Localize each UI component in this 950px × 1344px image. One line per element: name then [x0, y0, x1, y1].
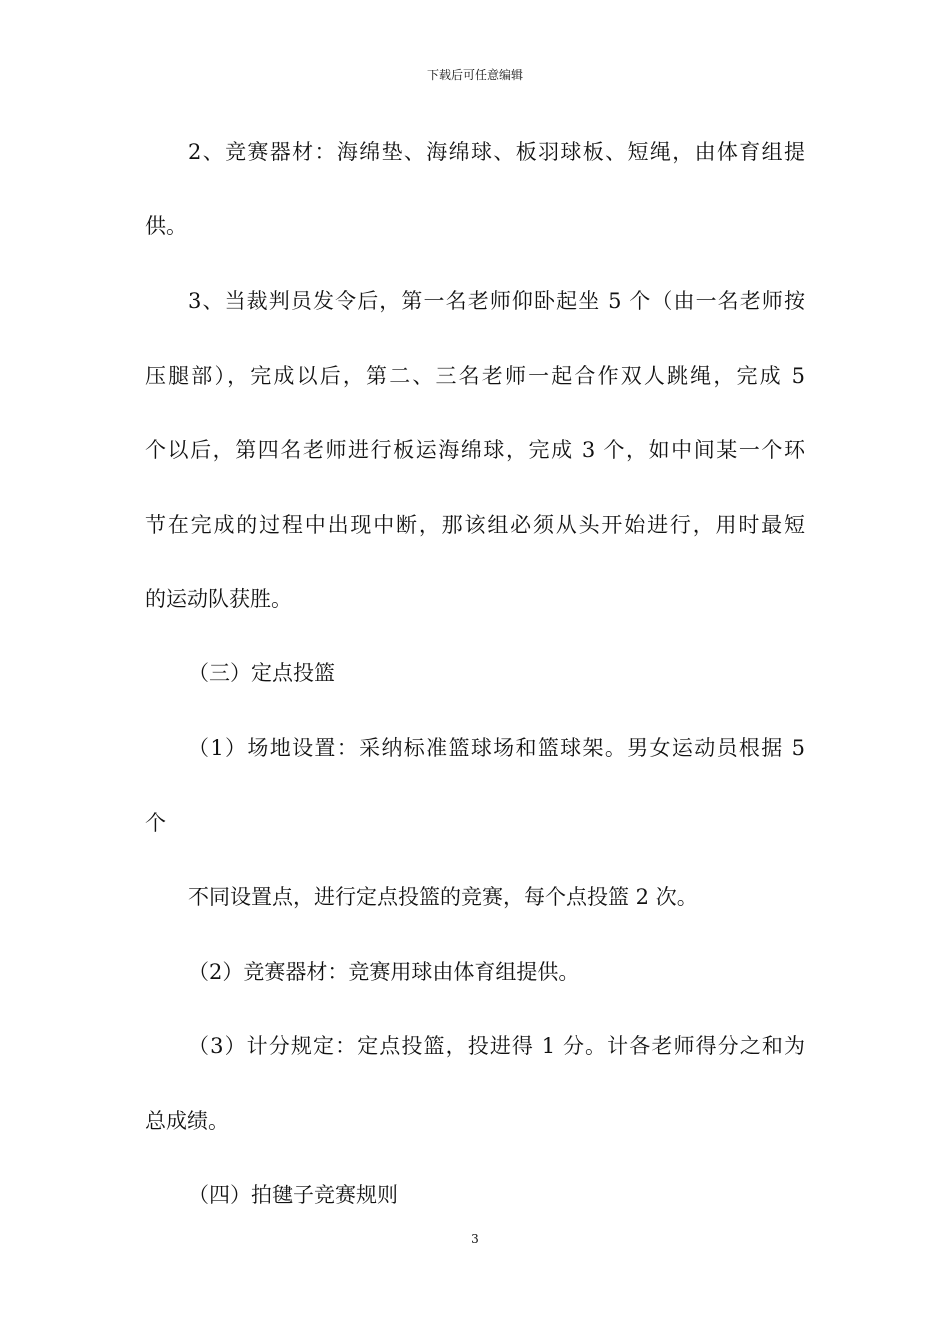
page-header: 下载后可任意编辑	[426, 68, 523, 82]
paragraph-line: 的运动队获胜。	[145, 587, 292, 611]
paragraph-line: 3、当裁判员发令后，第一名老师仰卧起坐 5 个（由一名老师按	[188, 289, 805, 313]
paragraph-line: （3）计分规定：定点投篮，投进得 1 分。计各老师得分之和为	[188, 1034, 805, 1058]
paragraph-line: 压腿部），完成以后，第二、三名老师一起合作双人跳绳，完成 5	[145, 364, 805, 388]
paragraph-line: 供。	[145, 214, 187, 238]
paragraph-line: （2）竞赛器材：竞赛用球由体育组提供。	[188, 960, 580, 984]
section-heading: （四）拍毽子竞赛规则	[188, 1183, 398, 1207]
paragraph-line: 个	[145, 811, 166, 835]
paragraph-line: 总成绩。	[145, 1109, 229, 1133]
paragraph-line: 节在完成的过程中出现中断，那该组必须从头开始进行，用时最短	[145, 513, 805, 537]
page-number: 3	[471, 1232, 479, 1246]
paragraph-line: （1）场地设置：采纳标准篮球场和篮球架。男女运动员根据 5	[188, 736, 805, 760]
section-heading: （三）定点投篮	[188, 661, 335, 685]
paragraph-line: 不同设置点，进行定点投篮的竞赛，每个点投篮 2 次。	[188, 885, 698, 909]
paragraph-line: 2、竞赛器材：海绵垫、海绵球、板羽球板、短绳，由体育组提	[188, 140, 805, 164]
paragraph-line: 个以后，第四名老师进行板运海绵球，完成 3 个，如中间某一个环	[145, 438, 805, 462]
